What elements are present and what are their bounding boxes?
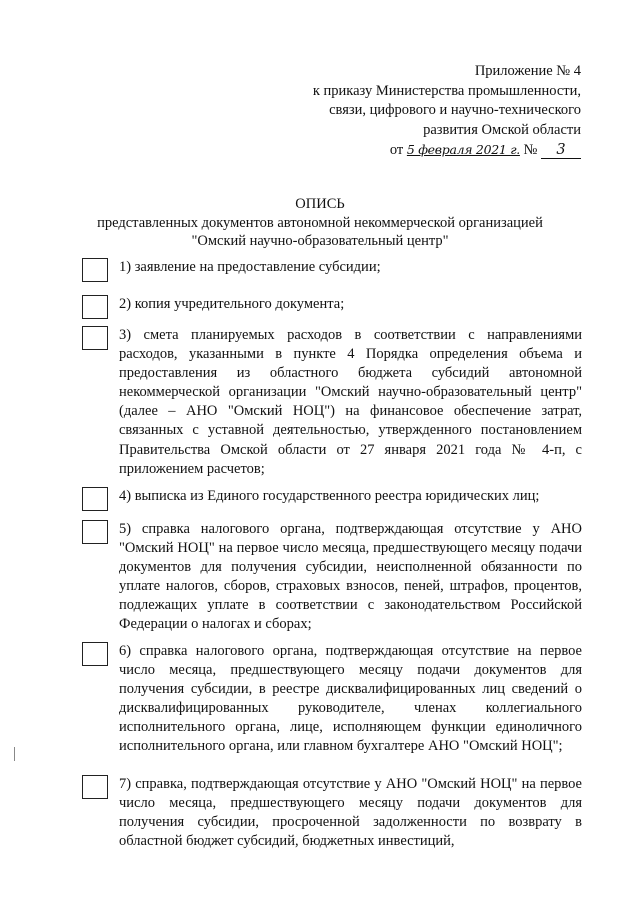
appendix-number: Приложение № 4 (474, 63, 581, 79)
appendix-header (313, 62, 581, 161)
list-item (82, 642, 582, 757)
order-reference-line: к приказу Министерства промышленности, (312, 82, 581, 99)
handwritten-date: 5 февраля 2021 г. (406, 142, 520, 157)
list-item (82, 487, 582, 506)
date-number-line (313, 140, 581, 161)
checkbox[interactable] (82, 775, 108, 799)
date-prefix: от (389, 142, 404, 158)
list-item-text: 3) смета планируемых расходов в соответствии с направлениями расходов, указанными в пункте 4 Порядка определения объема и предоставления из областного бюджета субсидий автономной некоммерческой организации "Омский научно-образовательный центр" (далее – АНО "Омский НОЦ") на финансовое обеспечение затрат, связанных с уставной деятельностью, утвержденного постановлением Правительства Омской области от 27 января 2021 года № 4-п, с приложением расчетов; (119, 327, 582, 477)
list-item (82, 520, 582, 635)
document-title (60, 195, 580, 251)
list-item-text: 6) справка налогового органа, подтверждающая отсутствие на первое число месяца, предшествующего месяцу подачи документов для получения субсидии, в реестре дисквалифицированных лиц сведений о дисквалифицированных руководителе, членах коллегиального исполнительного органа, лице, исполняющем функции единоличного исполнительного органа, или главном бухгалтере АНО "Омский НОЦ"; (119, 643, 582, 755)
organization-name: "Омский научно-образовательный центр" (191, 233, 449, 249)
list-item (82, 326, 582, 479)
list-item (82, 775, 582, 851)
list-item (82, 258, 582, 277)
list-item-text: 2) копия учредительного документа; (119, 296, 345, 312)
margin-mark (14, 747, 15, 761)
list-item-text: 5) справка налогового органа, подтверждающая отсутствие у АНО "Омский НОЦ" на первое число месяца, предшествующего месяцу подачи документов для получения субсидии, неисполненной обязанности по уплате налогов, сборов, страховых взносов, пеней, штрафов, процентов, подлежащих уплате в соответствии с законодательством Российской Федерации о налогах и сборах; (119, 521, 582, 633)
checkbox[interactable] (82, 520, 108, 544)
checkbox[interactable] (82, 326, 108, 350)
checkbox[interactable] (82, 295, 108, 319)
ministry-line: связи, цифрового и научно-технического (329, 102, 581, 118)
checkbox[interactable] (82, 258, 108, 282)
checkbox[interactable] (82, 642, 108, 666)
title-heading: ОПИСЬ (295, 196, 345, 212)
title-subheading: представленных документов автономной некоммерческой организацией (97, 214, 543, 231)
list-item-text: 7) справка, подтверждающая отсутствие у АНО "Омский НОЦ" на первое число месяца, предшествующего месяцу подачи документов для получения субсидии, просроченной задолженности по возврату в областной бюджет субсидий, бюджетных инвестиций, (119, 776, 582, 850)
list-item (82, 295, 582, 314)
list-item-text: 1) заявление на предоставление субсидии; (119, 259, 381, 275)
region-line: развития Омской области (423, 121, 581, 138)
number-label: № (523, 142, 538, 158)
handwritten-number: 3 (541, 142, 581, 159)
list-item-text: 4) выписка из Единого государственного реестра юридических лиц; (119, 488, 540, 504)
checkbox[interactable] (82, 487, 108, 511)
